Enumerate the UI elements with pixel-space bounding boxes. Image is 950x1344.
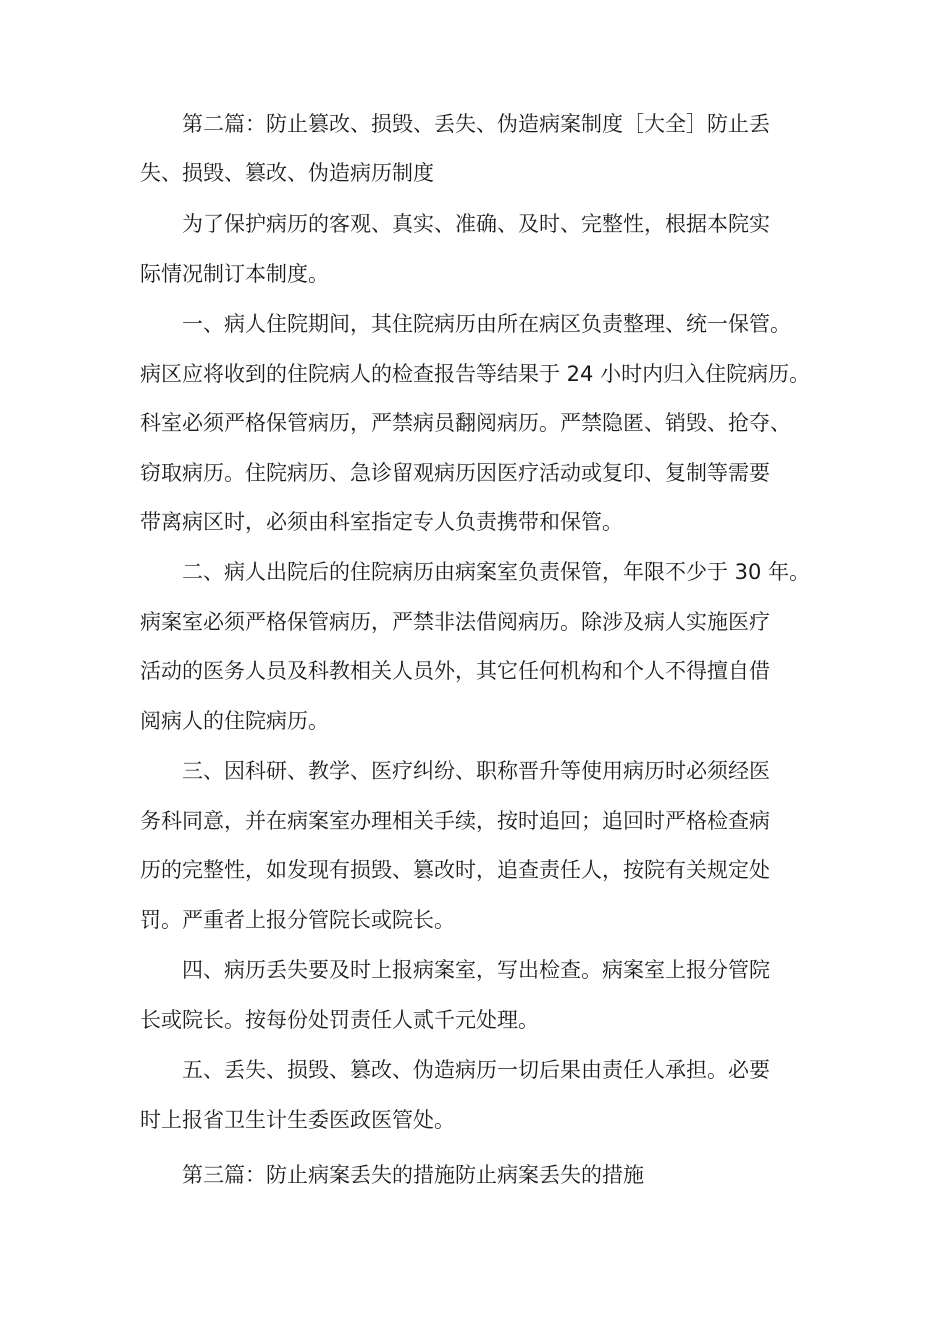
heading-line-1: 第三篇：防止病案丢失的措施防止病案丢失的措施 <box>182 1163 644 1187</box>
paragraph-line: 历的完整性，如发现有损毁、篡改时，追查责任人，按院有关规定处 <box>140 858 770 882</box>
paragraph-line: 科室必须严格保管病历，严禁病员翻阅病历。严禁隐匿、销毁、抢夺、 <box>140 411 791 435</box>
paragraph-line: 长或院长。按每份处罚责任人贰千元处理。 <box>140 1008 539 1032</box>
paragraph-line: 阅病人的住院病历。 <box>140 709 329 733</box>
paragraph-line: 窃取病历。住院病历、急诊留观病历因医疗活动或复印、复制等需要 <box>140 461 770 485</box>
paragraph-line: 病案室必须严格保管病历，严禁非法借阅病历。除涉及病人实施医疗 <box>140 610 770 634</box>
paragraph-line: 病区应将收到的住院病人的检查报告等结果于 24 小时内归入住院病历。 <box>140 362 811 386</box>
paragraph-line: 五、丢失、损毁、篡改、伪造病历一切后果由责任人承担。必要 <box>182 1058 770 1082</box>
paragraph-line: 为了保护病历的客观、真实、准确、及时、完整性，根据本院实 <box>182 212 770 236</box>
paragraph-line: 时上报省卫生计生委医政医管处。 <box>140 1108 455 1132</box>
heading-line-1: 第二篇：防止篡改、损毁、丢失、伪造病案制度［大全］防止丢 <box>182 112 770 136</box>
paragraph-line: 三、因科研、教学、医疗纠纷、职称晋升等使用病历时必须经医 <box>182 759 770 783</box>
paragraph-line: 二、病人出院后的住院病历由病案室负责保管，年限不少于 30 年。 <box>182 560 811 584</box>
paragraph-line: 务科同意，并在病案室办理相关手续，按时追回；追回时严格检查病 <box>140 809 770 833</box>
paragraph-line: 际情况制订本制度。 <box>140 262 329 286</box>
heading-line-2: 失、损毁、篡改、伪造病历制度 <box>140 161 434 185</box>
paragraph-line: 一、病人住院期间，其住院病历由所在病区负责整理、统一保管。 <box>182 312 791 336</box>
paragraph-line: 四、病历丢失要及时上报病案室，写出检查。病案室上报分管院 <box>182 958 770 982</box>
paragraph-line: 带离病区时，必须由科室指定专人负责携带和保管。 <box>140 510 623 534</box>
paragraph-line: 罚。严重者上报分管院长或院长。 <box>140 908 455 932</box>
paragraph-line: 活动的医务人员及科教相关人员外，其它任何机构和个人不得擅自借 <box>140 659 770 683</box>
